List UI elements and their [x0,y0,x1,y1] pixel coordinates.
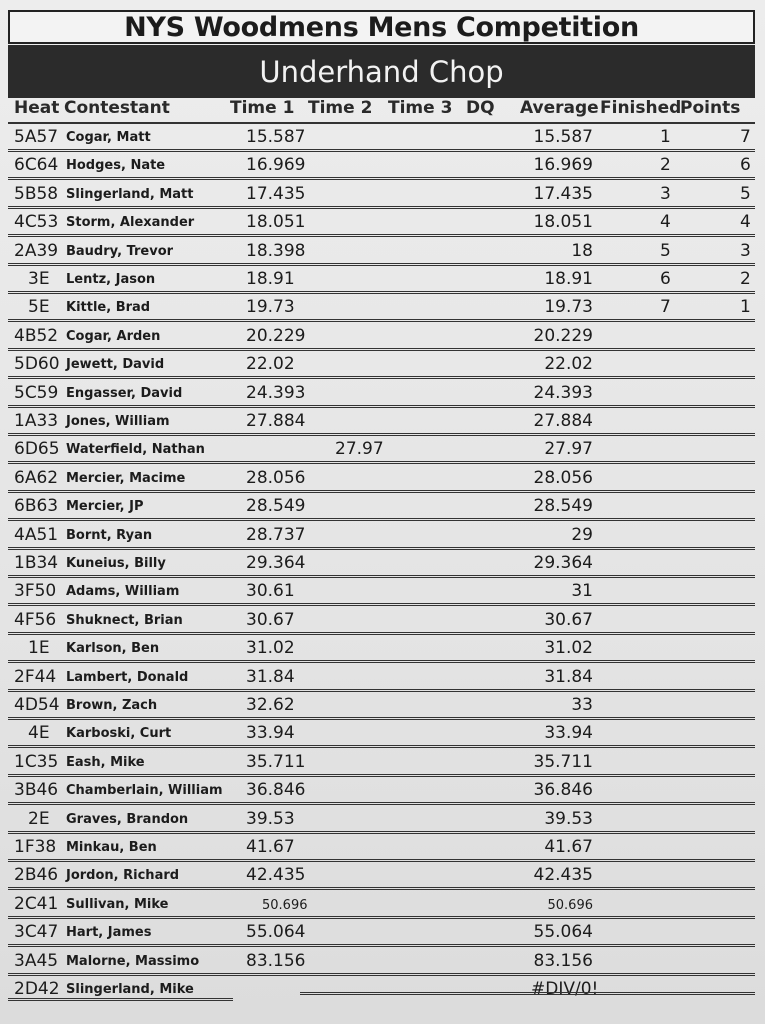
table-row [8,919,755,947]
table-row [8,777,755,805]
contestant-cell: Eash, Mike [66,754,145,770]
heat-cell: 5D60 [14,354,60,375]
points-cell: 2 [740,269,751,289]
table-row [8,635,755,663]
page-title: NYS Woodmens Mens Competition [8,10,755,44]
time1-cell: 18.91 [246,269,295,289]
table-row [8,891,755,919]
table-row [8,294,755,322]
heat-cell: 5C59 [14,382,59,403]
contestant-cell: Shuknect, Brian [66,612,183,628]
heat-cell: 1F38 [14,837,57,857]
contestant-cell: Kittle, Brad [66,300,151,316]
heat-cell: 2B46 [14,865,59,886]
time1-cell: 35.711 [246,751,306,772]
time1-cell: 55.064 [246,922,306,943]
contestant-cell: Jordon, Richard [66,868,180,884]
heat-cell: 4D54 [14,695,60,715]
header-dq: DQ [466,98,495,118]
table-row [8,862,755,890]
table-header [8,96,755,124]
table-row [8,493,755,521]
average-cell: 28.056 [533,467,593,488]
average-cell: 31 [571,581,593,602]
time1-cell: 24.393 [246,382,306,403]
table-row [8,380,755,408]
table-row [8,351,755,379]
table-row [8,238,755,266]
contestant-cell: Malorne, Massimo [66,953,200,969]
heat-cell: 3A45 [14,950,59,971]
contestant-cell: Baudry, Trevor [66,243,174,259]
header-heat: Heat [14,98,60,118]
heat-cell: 3B46 [14,780,59,801]
finished-cell: 2 [660,155,671,176]
table-row [8,152,755,180]
heat-cell: 6A62 [14,467,59,488]
heat-cell: 1E [28,638,50,659]
contestant-cell: Slingerland, Mike [66,982,194,997]
contestant-cell: Karlson, Ben [66,641,160,657]
average-cell: 35.711 [533,751,593,772]
contestant-cell: Brown, Zach [66,698,158,713]
table-row [8,834,755,862]
finished-cell: 1 [660,127,671,147]
time1-cell: 32.62 [246,695,295,715]
heat-cell: 2C41 [14,893,59,914]
time1-cell: 15.587 [246,127,306,147]
divider [8,998,233,1001]
finished-cell: 4 [660,212,671,233]
table-row [8,181,755,209]
contestant-cell: Cogar, Arden [66,328,161,344]
contestant-cell: Sullivan, Mike [66,896,169,912]
table-row [8,749,755,777]
divider [300,992,755,995]
average-cell: 24.393 [533,382,593,403]
header-points: Points [680,98,741,118]
average-cell: 15.587 [533,127,593,147]
heat-cell: 2D42 [14,979,60,999]
average-cell: 28.549 [533,496,593,517]
table-row [8,436,755,464]
heat-cell: 2A39 [14,240,59,261]
average-cell: 31.84 [544,666,593,687]
time1-cell: 28.549 [246,496,306,517]
time1-cell: 50.696 [262,897,308,913]
heat-cell: 2F44 [14,666,57,687]
average-cell: 50.696 [547,897,593,913]
time1-cell: 18.051 [246,212,306,233]
heat-cell: 5B58 [14,183,59,204]
table-row [8,692,755,720]
points-cell: 1 [740,297,751,318]
time1-cell: 16.969 [246,155,306,176]
heat-cell: 3C47 [14,922,59,943]
time1-cell: 41.67 [246,837,295,857]
contestant-cell: Minkau, Ben [66,840,157,855]
header-finished: Finished [600,98,682,118]
finished-cell: 3 [660,183,671,204]
table-row [8,408,755,436]
contestant-cell: Chamberlain, William [66,783,223,799]
time1-cell: 18.398 [246,240,306,261]
heat-cell: 4B52 [14,325,59,346]
average-cell: #DIV/0! [531,979,599,999]
heat-cell: 1C35 [14,751,59,772]
contestant-cell: Graves, Brandon [66,811,189,827]
contestant-cell: Mercier, Macime [66,470,186,486]
average-cell: 33 [571,695,593,715]
average-cell: 27.97 [544,439,593,460]
time1-cell: 27.884 [246,411,306,431]
average-cell: 83.156 [533,950,593,971]
average-cell: 30.67 [544,609,593,630]
table-row [8,124,755,152]
points-cell: 7 [740,127,751,147]
average-cell: 18.91 [544,269,593,289]
heat-cell: 4C53 [14,212,59,233]
heat-cell: 1B34 [14,553,59,573]
heat-cell: 6D65 [14,439,60,460]
time2-cell: 27.97 [335,439,384,460]
finished-cell: 7 [660,297,671,318]
table-row [8,578,755,606]
average-cell: 22.02 [544,354,593,375]
average-cell: 55.064 [533,922,593,943]
average-cell: 42.435 [533,865,593,886]
time1-cell: 31.02 [246,638,295,659]
average-cell: 19.73 [544,297,593,318]
contestant-cell: Jones, William [66,414,170,429]
heat-cell: 4A51 [14,524,59,545]
table-row [8,806,755,834]
contestant-cell: Hart, James [66,925,152,941]
table-row [8,550,755,578]
time1-cell: 30.61 [246,581,295,602]
points-cell: 4 [740,212,751,233]
contestant-cell: Bornt, Ryan [66,527,153,543]
table-row [8,720,755,748]
heat-cell: 6C64 [14,155,59,176]
average-cell: 36.846 [533,780,593,801]
time1-cell: 39.53 [246,808,295,829]
average-cell: 27.884 [533,411,593,431]
contestant-cell: Hodges, Nate [66,158,166,174]
time1-cell: 33.94 [246,723,295,744]
average-cell: 20.229 [533,325,593,346]
time1-cell: 83.156 [246,950,306,971]
table-row [8,209,755,237]
average-cell: 29 [571,524,593,545]
table-row [8,948,755,976]
contestant-cell: Kuneius, Billy [66,556,166,571]
time1-cell: 29.364 [246,553,306,573]
table-row [8,323,755,351]
finished-cell: 5 [660,240,671,261]
table-row [8,664,755,692]
heat-cell: 3F50 [14,581,57,602]
header-contestant: Contestant [64,98,170,118]
points-cell: 5 [740,183,751,204]
average-cell: 18 [571,240,593,261]
time1-cell: 31.84 [246,666,295,687]
contestant-cell: Storm, Alexander [66,215,195,231]
average-cell: 16.969 [533,155,593,176]
average-cell: 33.94 [544,723,593,744]
heat-cell: 6B63 [14,496,59,517]
contestant-cell: Lambert, Donald [66,669,189,685]
contestant-cell: Waterfield, Nathan [66,442,205,458]
points-cell: 6 [740,155,751,176]
heat-cell: 3E [28,269,50,289]
contestant-cell: Engasser, David [66,385,183,401]
header-time2: Time 2 [308,98,373,118]
event-title: Underhand Chop [8,45,755,98]
heat-cell: 5A57 [14,127,59,147]
table-row [8,465,755,493]
contestant-cell: Karboski, Curt [66,726,172,742]
heat-cell: 1A33 [14,411,59,431]
average-cell: 18.051 [533,212,593,233]
time1-cell: 28.056 [246,467,306,488]
average-cell: 39.53 [544,808,593,829]
header-time1: Time 1 [230,98,295,118]
contestant-cell: Slingerland, Matt [66,186,194,202]
average-cell: 17.435 [533,183,593,204]
time1-cell: 17.435 [246,183,306,204]
contestant-cell: Mercier, JP [66,499,144,515]
contestant-cell: Adams, William [66,584,180,600]
average-cell: 31.02 [544,638,593,659]
heat-cell: 2E [28,808,50,829]
time1-cell: 30.67 [246,609,295,630]
finished-cell: 6 [660,269,671,289]
header-average: Average [520,98,599,118]
contestant-cell: Lentz, Jason [66,272,156,287]
table-row [8,522,755,550]
table-row [8,607,755,635]
time1-cell: 19.73 [246,297,295,318]
contestant-cell: Jewett, David [66,357,165,373]
time1-cell: 36.846 [246,780,306,801]
heat-cell: 4E [28,723,50,744]
points-cell: 3 [740,240,751,261]
table-row [8,266,755,294]
header-time3: Time 3 [388,98,453,118]
time1-cell: 28.737 [246,524,306,545]
average-cell: 29.364 [533,553,593,573]
time1-cell: 20.229 [246,325,306,346]
average-cell: 41.67 [544,837,593,857]
heat-cell: 5E [28,297,50,318]
time1-cell: 22.02 [246,354,295,375]
time1-cell: 42.435 [246,865,306,886]
contestant-cell: Cogar, Matt [66,130,151,145]
heat-cell: 4F56 [14,609,57,630]
